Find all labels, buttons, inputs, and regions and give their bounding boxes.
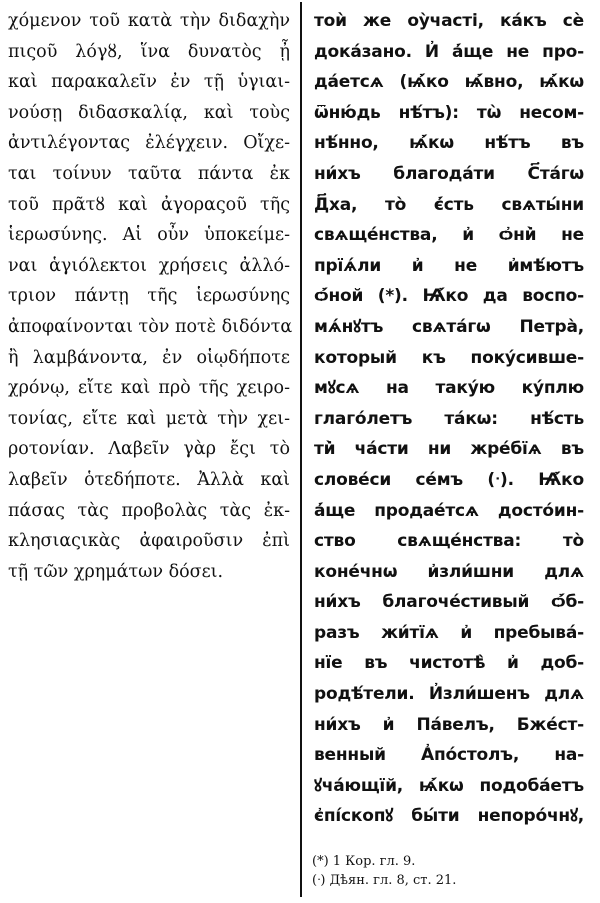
slavonic-line: слове́си се́мъ (ᐧ). Ѩ҆́ко	[314, 469, 584, 490]
greek-line: νούσῃ διδασκαλίᾳ, καὶ τοὺς	[8, 102, 290, 123]
slavonic-line: тоѝ же оу̀часті, ка́къ сѐ	[314, 11, 584, 31]
greek-line: πιςοῦ λόγȣ, ἵνα δυνατὸς ᾖ	[8, 41, 290, 62]
greek-line: χόμενον τοῦ κατὰ τὴν διδαχὴν	[8, 11, 290, 31]
greek-line: τοῦ πρᾶτȣ καὶ ἀγοραςοῦ τῆς	[8, 194, 290, 215]
greek-line: ἢ λαμβάνοντα, ἐν οἱῳδήποτε	[8, 347, 290, 368]
slavonic-line: мꙋсѧ на таку́ю ку́плю	[314, 378, 584, 399]
greek-line: ροτονίαν. Λαβεῖν γὰρ ἔςι τὸ	[8, 439, 290, 460]
column-divider	[300, 2, 302, 897]
slavonic-line: ѻ҆́ной (*). Ѩ҆́ко да воспо-	[314, 286, 584, 307]
greek-line: καὶ παρακαλεῖν ἐν τῇ ὑγιαι-	[8, 72, 290, 93]
greek-line: χρόνῳ, εἴτε καὶ πρὸ τῆς χειρο-	[8, 378, 290, 399]
greek-line: ναι ἁγιόλεκτοι χρήσεις ἀλλό-	[8, 255, 290, 276]
slavonic-line: ни́хъ и҆ Па́велъ, Бже́ст-	[314, 714, 584, 735]
greek-line: τριον πάντῃ τῆς ἱερωσύνης	[8, 286, 290, 307]
slavonic-line: нѣ́нно, ѩ҆́кѡ нѣ́тъ въ	[314, 133, 584, 154]
slavonic-line: дока́зано. И҆ а҆́ще не про-	[314, 41, 584, 62]
greek-line: τονίας, εἴτε καὶ μετὰ τὴν χει-	[8, 408, 290, 429]
slavonic-line: венный А҆по́столъ, на-	[314, 745, 584, 766]
slavonic-line: а҆́ще продае́тсѧ досто́ин-	[314, 500, 584, 521]
slavonic-line: ѿню́дь нѣ́тъ): тѡ̀ несом-	[314, 102, 584, 123]
slavonic-line: родѣ́тели. И҆зли́шенъ длѧ	[314, 684, 584, 705]
slavonic-line: ни́хъ благода́ти С҃та́гѡ	[314, 163, 584, 184]
greek-line: κλησιαςικὰς ἀφαιροῦσιν ἐπὶ	[8, 531, 290, 552]
slavonic-line: разъ жи́тїѧ и҆ пребыва́-	[314, 622, 584, 643]
slavonic-line: мѧ́нꙋтъ свѧта́гѡ Петра̀,	[314, 316, 584, 337]
slavonic-line: глаго́летъ та́кѡ: нѣ́сть	[314, 408, 584, 429]
footnotes	[312, 852, 592, 890]
greek-column	[8, 6, 293, 587]
slavonic-line: є҆пі́скопꙋ бы́ти непоро́чнꙋ,	[314, 806, 584, 827]
slavonic-line: Д҃ха, то̀ є҆́сть свѧты́ни	[314, 194, 584, 215]
church-slavonic-column	[314, 6, 584, 832]
slavonic-line: да́етсѧ (ѩ҆́ко ѩ҆́вно, ѩ҆́кѡ	[314, 72, 584, 93]
greek-line: λαβεῖν ὁτεδήποτε. Ἀλλὰ καὶ	[8, 469, 290, 490]
slavonic-line: который къ поку́сившe-	[314, 347, 584, 368]
slavonic-line: прїѧ́ли и҆ не и҆мѣ́ютъ	[314, 255, 584, 276]
slavonic-line: нїе въ чистотѣ̀ и҆ доб-	[314, 653, 584, 674]
greek-line: ἱερωσύνης. Αἱ οὖν ὑποκείμε-	[8, 225, 290, 246]
footnote: (ᐧ) Дѣян. гл. 8, ст. 21.	[312, 873, 457, 888]
greek-line: πάσας τὰς προβολὰς τὰς ἐκ-	[8, 500, 290, 521]
slavonic-line: ꙋча́ющїй, ѩ҆́кѡ подоба́етъ	[314, 775, 584, 796]
slavonic-line: свѧще́нства, и҆ ѻ҆ни̇̀ не	[314, 225, 584, 246]
slavonic-line: ство свѧще́нства: то̀	[314, 531, 584, 552]
greek-line: τῇ τῶν χρημάτων δόσει.	[8, 561, 224, 582]
greek-line: ἀντιλέγοντας ἐλέγχειν. Οἴχε-	[8, 133, 290, 154]
slavonic-line: ти̇̀ ча́сти ни жре́бїѧ въ	[314, 439, 584, 460]
greek-line: ἀποφαίνονται τὸν ποτὲ διδόντα	[8, 316, 293, 337]
greek-line: ται τοίνυν ταῦτα πάντα ἐκ	[8, 163, 290, 184]
slavonic-line: ни́хъ благоче́стивый ѻ҆́б-	[314, 592, 584, 613]
slavonic-line: коне́чнѡ и҆зли́шни длѧ	[314, 561, 584, 582]
footnote: (*) 1 Кор. гл. 9.	[312, 854, 416, 869]
